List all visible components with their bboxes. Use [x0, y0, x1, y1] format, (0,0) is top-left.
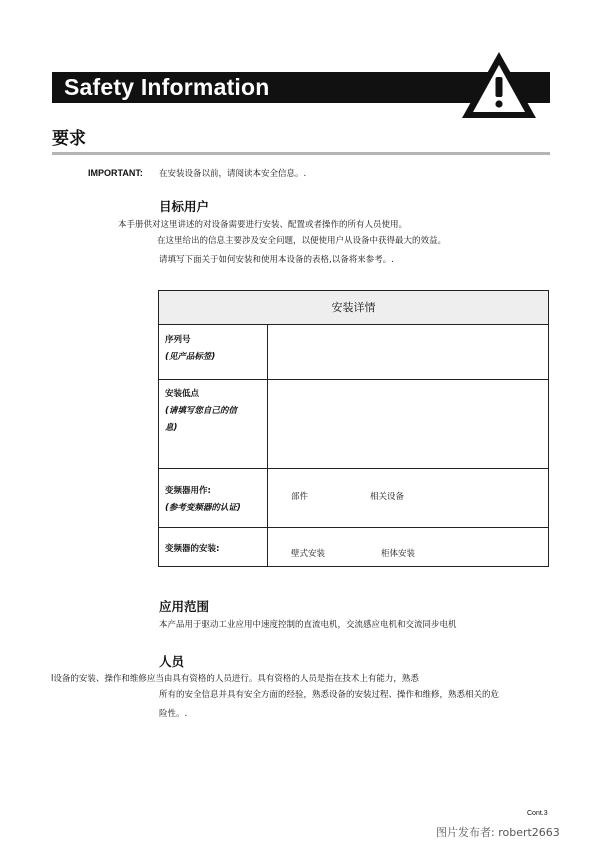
- table-title: 安装详情: [331, 301, 376, 314]
- page-title: Safety Information: [64, 74, 270, 100]
- install-location-note: (请填写您自己的信: [165, 406, 237, 416]
- drive-usage-label: 变频器用作:: [165, 486, 211, 496]
- section-heading: 要求: [52, 129, 86, 149]
- personnel-text: 险性。.: [159, 709, 188, 719]
- target-users-text: 在这里给出的信息主要涉及安全问题，以便使用户从设备中获得最大的效益。: [157, 236, 447, 246]
- install-location-field[interactable]: [269, 380, 547, 467]
- serial-number-note: (见产品标签): [165, 352, 216, 362]
- scope-heading: 应用范围: [159, 599, 210, 614]
- drive-usage-note: (参考变频器的认证): [165, 503, 241, 513]
- scope-text: 本产品用于驱动工业应用中速度控制的直流电机，交流感应电机和交流同步电机: [159, 620, 457, 630]
- option-component[interactable]: 部件: [291, 492, 309, 502]
- target-users-text: 本手册供对这里讲述的对设备需要进行安装、配置或者操作的所有人员使用。: [118, 220, 408, 230]
- column-divider: [267, 325, 268, 566]
- option-related-equipment[interactable]: 相关设备: [370, 492, 405, 502]
- personnel-heading: 人员: [159, 654, 185, 669]
- warning-triangle-icon: [459, 49, 539, 121]
- install-details-table: [158, 290, 549, 567]
- target-users-heading: 目标用户: [159, 199, 210, 214]
- drive-mounting-label: 变频器的安装:: [165, 544, 220, 554]
- option-cabinet-mount[interactable]: 柜体安装: [381, 549, 416, 559]
- row-divider: [159, 468, 548, 469]
- row-divider: [159, 527, 548, 528]
- important-label: IMPORTANT:: [88, 168, 143, 178]
- option-wall-mount[interactable]: 壁式安装: [291, 549, 326, 559]
- important-text: 在安装设备以前，请阅读本安全信息。.: [159, 169, 307, 179]
- section-divider: [52, 152, 550, 155]
- page-number: Cont.3: [527, 810, 548, 817]
- install-location-note: 息): [165, 423, 178, 433]
- personnel-text: l设备的安装、操作和维修应当由具有资格的人员进行。具有资格的人员是指在技术上有能力，熟悉: [51, 674, 419, 684]
- install-location-label: 安装低点: [165, 389, 200, 399]
- serial-number-field[interactable]: [269, 326, 547, 378]
- publisher-watermark: 图片发布者: robert2663: [436, 826, 560, 839]
- personnel-text: 所有的安全信息并具有安全方面的经验，熟悉设备的安装过程、操作和维修，熟悉相关的危: [159, 690, 500, 700]
- serial-number-label: 序列号: [165, 335, 191, 345]
- target-users-text: 请填写下面关于如何安装和使用本设备的表格,以备将来参考。.: [159, 255, 394, 265]
